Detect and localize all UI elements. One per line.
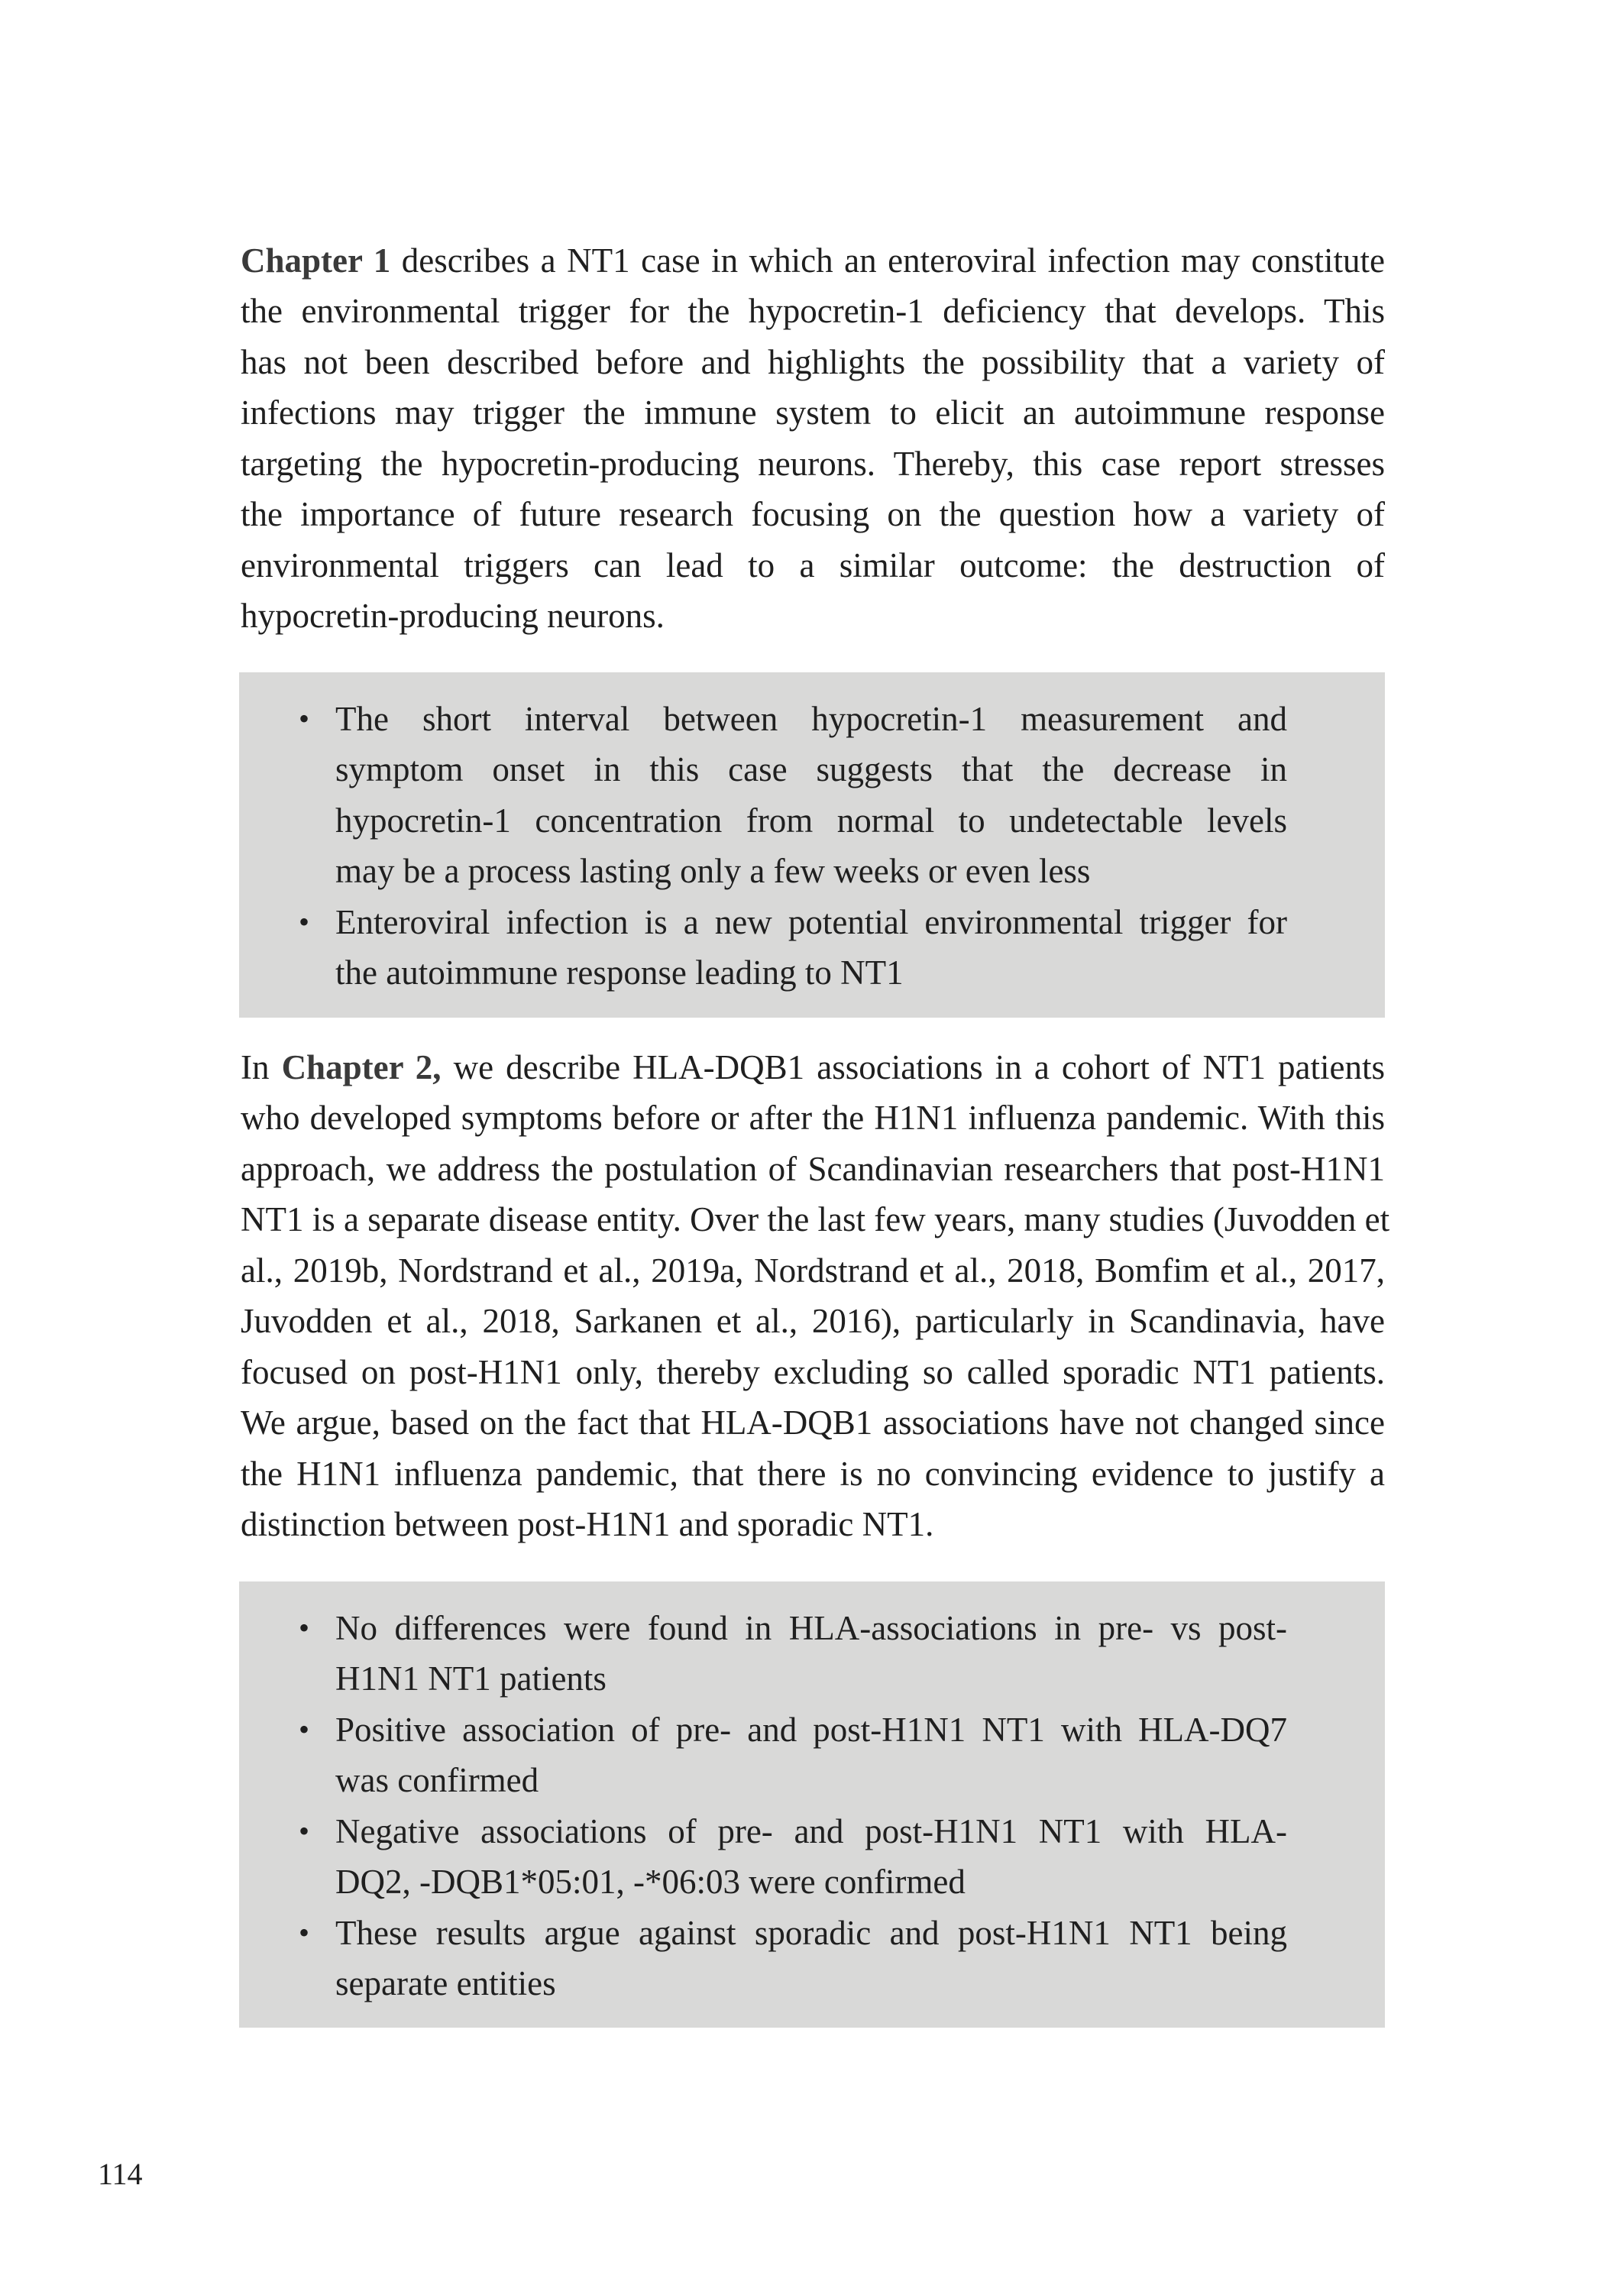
bullet-icon: • xyxy=(298,1712,309,1747)
page-number: 114 xyxy=(98,2157,143,2191)
paragraph-line: the importance of future research focusing on the question how a variety of xyxy=(241,495,1385,533)
paragraph-line: hypocretin-producing neurons. xyxy=(241,597,665,635)
bullet-line: The short interval between hypocretin-1 measurement and xyxy=(335,700,1287,738)
bullet-icon: • xyxy=(298,1915,309,1950)
bullet-line: H1N1 NT1 patients xyxy=(335,1659,607,1698)
paragraph-line: We argue, based on the fact that HLA-DQB1 associations have not changed since xyxy=(241,1403,1385,1442)
line-text: In xyxy=(241,1048,282,1086)
paragraph-line: has not been described before and highlights the possibility that a variety of xyxy=(241,343,1385,381)
bullet-line: Negative associations of pre- and post-H1N1 NT1 with HLA- xyxy=(335,1812,1287,1850)
bullet-icon: • xyxy=(298,1611,309,1645)
bullet-line: No differences were found in HLA-associations in pre- vs post- xyxy=(335,1609,1287,1647)
bullet-line: symptom onset in this case suggests that the decrease in xyxy=(335,750,1287,788)
key-findings-box-chapter-2 xyxy=(239,1581,1385,2028)
paragraph-line: infections may trigger the immune system to elicit an autoimmune response xyxy=(241,393,1385,432)
paragraph-line: who developed symptoms before or after the H1N1 influenza pandemic. With this xyxy=(241,1099,1385,1137)
paragraph-line: Juvodden et al., 2018, Sarkanen et al., 2016), particularly in Scandinavia, have xyxy=(241,1302,1385,1340)
bullet-line: Positive association of pre- and post-H1N1 NT1 with HLA-DQ7 xyxy=(335,1711,1287,1749)
bullet-line: These results argue against sporadic and post-H1N1 NT1 being xyxy=(335,1914,1287,1952)
key-findings-box-chapter-1 xyxy=(239,672,1385,1018)
line-text: we describe HLA-DQB1 associations in a cohort of NT1 patients xyxy=(441,1048,1385,1086)
paragraph-line: distinction between post-H1N1 and sporadic NT1. xyxy=(241,1505,934,1543)
paragraph-line: NT1 is a separate disease entity. Over the last few years, many studies (Juvodden et xyxy=(241,1200,1390,1238)
bullet-icon: • xyxy=(298,1814,309,1848)
paragraph-line: environmental triggers can lead to a similar outcome: the destruction of xyxy=(241,546,1385,584)
bullet-line: DQ2, -DQB1*05:01, -*06:03 were confirmed xyxy=(335,1863,966,1901)
chapter-2-label: Chapter 2, xyxy=(281,1048,442,1086)
bullet-line: the autoimmune response leading to NT1 xyxy=(335,953,904,992)
line-text: describes a NT1 case in which an enteroviral infection may constitute xyxy=(390,241,1385,280)
paragraph-line: targeting the hypocretin-producing neurons. Thereby, this case report stresses xyxy=(241,445,1385,483)
paragraph-line xyxy=(241,1042,1385,1093)
chapter-1-label: Chapter 1 xyxy=(241,241,391,280)
paragraph-line: focused on post-H1N1 only, thereby excluding so called sporadic NT1 patients. xyxy=(241,1353,1385,1391)
paragraph-line: al., 2019b, Nordstrand et al., 2019a, Nordstrand et al., 2018, Bomfim et al., 2017, xyxy=(241,1251,1385,1290)
bullet-line: may be a process lasting only a few weeks or even less xyxy=(335,852,1091,890)
paragraph-line xyxy=(241,235,1385,286)
bullet-line: was confirmed xyxy=(335,1761,539,1799)
bullet-line: hypocretin-1 concentration from normal to undetectable levels xyxy=(335,801,1287,840)
bullet-line: separate entities xyxy=(335,1964,556,2002)
paragraph-line: approach, we address the postulation of Scandinavian researchers that post-H1N1 xyxy=(241,1150,1385,1188)
bullet-icon: • xyxy=(298,701,309,736)
bullet-icon: • xyxy=(298,905,309,939)
bullet-line: Enteroviral infection is a new potential environmental trigger for xyxy=(335,903,1287,941)
paragraph-line: the environmental trigger for the hypocretin-1 deficiency that develops. This xyxy=(241,292,1385,330)
paragraph-line: the H1N1 influenza pandemic, that there is no convincing evidence to justify a xyxy=(241,1455,1385,1493)
